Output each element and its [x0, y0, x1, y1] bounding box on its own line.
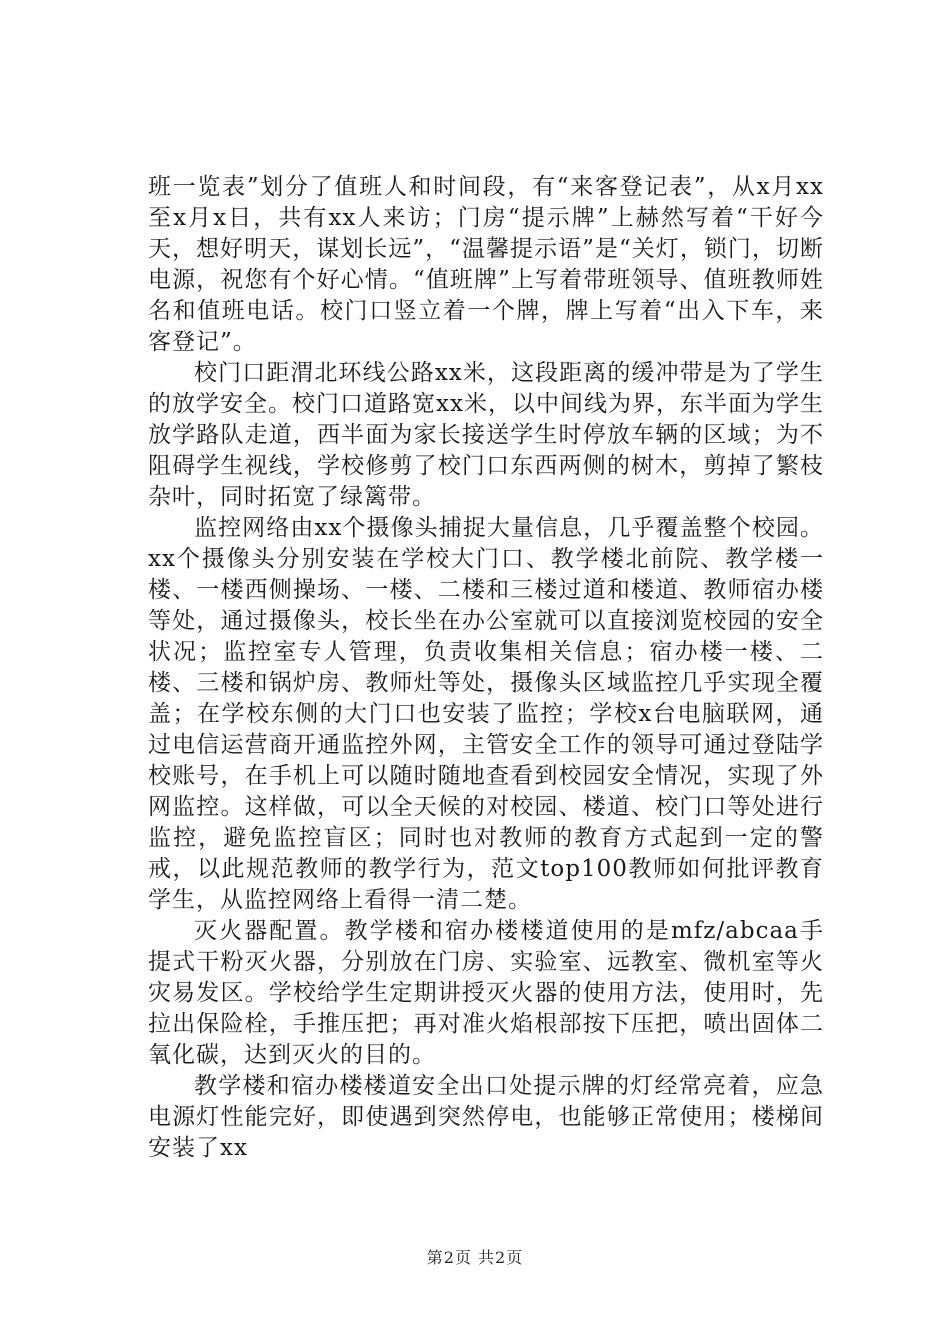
- document-body: [148, 172, 824, 1164]
- paragraph-duty-schedule: 班一览表”划分了值班人和时间段，有“来客登记表”，从x月xx至x月x日，共有xx人来访；门房“提示牌”上赫然写着“干好今天，想好明天，谋划长远”，“温馨提示语”是“关灯，锁门，切断电源，祝您有个好心情。“值班牌”上写着带班领导、值班教师姓名和值班电话。校门口竖立着一个牌，牌上写着“出入下车，来客登记”。: [148, 174, 824, 355]
- paragraph-monitoring-network: 监控网络由xx个摄像头捕捉大量信息，几乎覆盖整个校园。xx个摄像头分别安装在学校大门口、教学楼北前院、教学楼一楼、一楼西侧操场、一楼、二楼和三楼过道和楼道、教师宿办楼等处，通过摄像头，校长坐在办公室就可以直接浏览校园的安全状况；监控室专人管理，负责收集相关信息；宿办楼一楼、二楼、三楼和锅炉房、教师灶等处，摄像头区域监控几乎实现全覆盖；在学校东侧的大门口也安装了监控；学校x台电脑联网，通过电信运营商开通监控外网，主管安全工作的领导可通过登陆学校账号，在手机上可以随时随地查看到校园安全情况，实现了外网监控。这样做，可以全天候的对校园、楼道、校门口等处进行监控，避免监控盲区；同时也对教师的教育方式起到一定的警戒，以此规范教师的教学行为，范文top100教师如何批评教育学生，从监控网络上看得一清二楚。: [148, 515, 824, 913]
- paragraph-fire-extinguisher: 灭火器配置。教学楼和宿办楼楼道使用的是mfz/abcaa手提式干粉灭火器，分别放在门房、实验室、远教室、微机室等火灾易发区。学校给学生定期讲授灭火器的使用方法，使用时，先拉出保险栓，手推压把；再对准火焰根部按下压把，喷出固体二氧化碳，达到灭火的目的。: [148, 918, 824, 1068]
- paragraph-school-gate: 校门口距渭北环线公路xx米，这段距离的缓冲带是为了学生的放学安全。校门口道路宽xx米，以中间线为界，东半面为学生放学路队走道，西半面为家长接送学生时停放车辆的区域；为不阻碍学生视线，学校修剪了校门口东西两侧的树木，剪掉了繁枝杂叶，同时拓宽了绿篱带。: [148, 360, 824, 510]
- page-number-footer: 第2页 共2页: [426, 1248, 524, 1267]
- paragraph-emergency-exit: 教学楼和宿办楼楼道安全出口处提示牌的灯经常亮着，应急电源灯性能完好，即使遇到突然停电，也能够正常使用；楼梯间安装了xx: [148, 1073, 824, 1161]
